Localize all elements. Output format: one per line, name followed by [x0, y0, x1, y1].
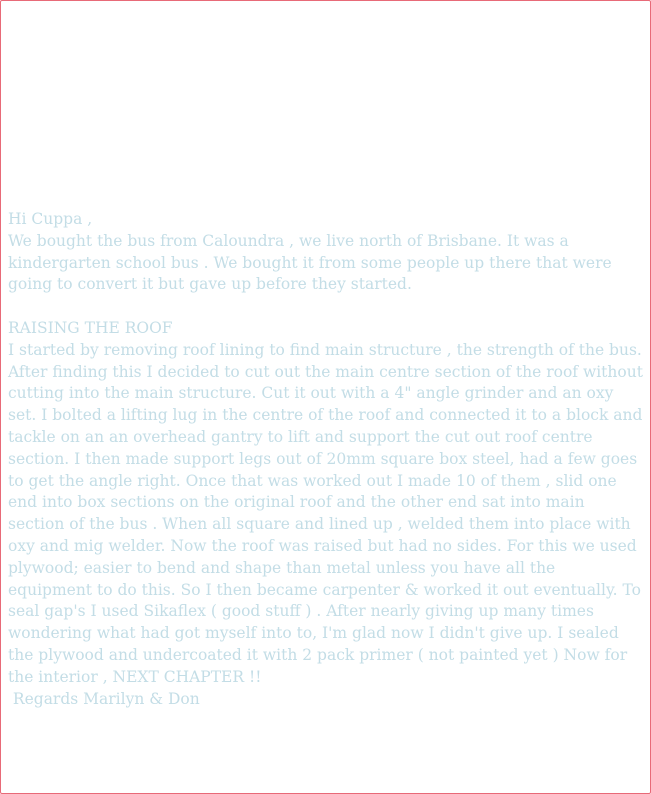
- section-heading: RAISING THE ROOF: [8, 318, 173, 337]
- body-paragraph: I started by removing roof lining to find main structure , the strength of the bus. After finding this I decided to cut out the main centre section of the roof without cutting into the main structure. Cut it out with a 4" angle grinder and an oxy set. I bolted a lifting lug in the centre of the roof and connected it to a block and tackle on an an overhead gantry to lift and support the cut out roof centre section. I then made support legs out of 20mm square box steel, had a few goes to get the angle right. Once that was worked out I made 10 of them , slid one end into box sections on the original roof and the other end sat into main section of the bus . When all square and lined up , welded them into place with oxy and mig welder. Now the roof was raised but had no sides. For this we used plywood; easier to bend and shape than metal unless you have all the equipment to do this. So I then became carpenter & worked it out eventually. To seal gap's I used Sikaflex ( good stuff ) . After nearly giving up many times wondering what had got myself into to, I'm glad now I didn't give up. I sealed the plywood and undercoated it with 2 pack primer ( not painted yet ) Now for the interior , NEXT CHAPTER !!: [8, 340, 643, 686]
- signoff: Regards Marilyn & Don: [8, 689, 200, 708]
- paragraph-spacer: [8, 296, 644, 318]
- greeting: Hi Cuppa ,: [8, 210, 93, 228]
- letter-text: [8, 209, 644, 710]
- intro-paragraph: We bought the bus from Caloundra , we live north of Brisbane. It was a kindergarten school bus . We bought it from some people up there that were going to convert it but gave up before they started.: [8, 231, 612, 294]
